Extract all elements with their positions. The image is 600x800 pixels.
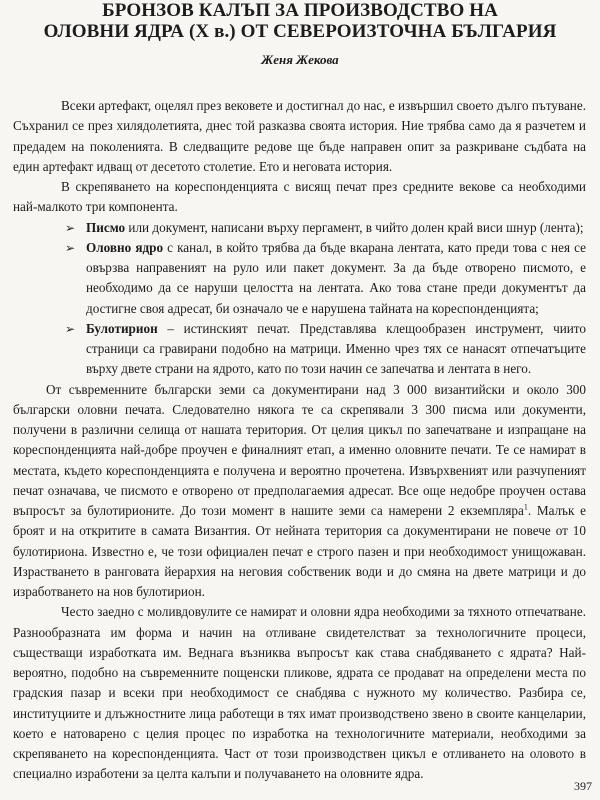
title-line-2: ОЛОВНИ ЯДРА (X в.) ОТ СЕВЕРОИЗТОЧНА БЪЛГАРИЯ bbox=[43, 21, 557, 42]
list-item-lead-core bbox=[65, 238, 586, 319]
paragraph-seals bbox=[13, 380, 586, 603]
article-title bbox=[40, 0, 560, 42]
paragraph-seals-text-a: От съвременните български земи са документирани над 3 000 византийски и около 300 български оловни печата. Следователно някога те са скрепявали 3 300 писма или документи, получени в различни селища от нашата територия. От целия цикъл по запечатване и изпращане на кореспонденцията най-добре проучен е финалният етап, а именно оловните печати. Те се намират в местата, където кореспонденцията е получена и вероятно прочетена. Извърхвеният или разчупеният печат означава, че писмото е отворено от предполагаемия адресат. Все още недобре проучен остава въпросът за булотирионите. До този момент в нашите земи са намерени 2 екземпляра bbox=[13, 381, 586, 518]
paragraph-components: В скрепяването на кореспонденцията с висящ печат през средните векове са необходими най-малкото три компонента. bbox=[13, 179, 586, 215]
list-item-text: или документ, написани върху пергамент, в чийто долен край виси шнур (лента); bbox=[125, 219, 584, 235]
author-name: Женя Жекова bbox=[261, 52, 339, 67]
article-body bbox=[13, 96, 586, 785]
paragraph-lead-cores: Често заедно с моливдовулите се намират и оловни ядра необходими за тяхното отпечатване. Разнообразната им форма и начин на отливане свидетелстват за технологичните процеси, съществащи изработката им. Веднага възниква въпросът как става снабдяването с ядрата? Най-вероятно, подобно на съвременните пощенски пликове, ядрата се продават на определени места по градския пазар и всеки при необходимост се снабдява с нужното му количество. Разбира се, институциите и длъжностните лица работещи в тях имат производствено звено в своите канцеларии, което е натоварено с целия процес по изработка на технологичните материали, необходими за скрепяването на кореспонденцията. Част от този производствен цикъл е отливането на оловото в специално изработени за целта калъпи и получаването на оловните ядра. bbox=[13, 604, 586, 782]
list-item-letter bbox=[65, 218, 586, 238]
arrow-bullet-icon: ➢ bbox=[65, 220, 76, 235]
page-number: 397 bbox=[574, 779, 592, 793]
footnote-ref[interactable]: 1 bbox=[523, 502, 528, 512]
title-line-1: БРОНЗОВ КАЛЪП ЗА ПРОИЗВОДСТВО НА bbox=[102, 0, 498, 21]
list-item-term: Оловно ядро bbox=[86, 239, 164, 255]
list-item-text: с канал, в който трябва да бъде вкарана лентата, като преди това с нея се овързва направеният на руло или пакет документ. За да бъде отворено писмото, е необходимо да се наруши целостта на лентата. Ако това стане преди документът да достигне своя адресат, би означало че е нарушена тайната на кореспонденцията; bbox=[86, 239, 586, 316]
list-item-term: Булотирион bbox=[86, 320, 158, 336]
paragraph-intro: Всеки артефакт, оцелял през вековете и достигнал до нас, е извършил своето дълго пътуване. Съхранил се през хилядолетията, днес той разказва своята история. Ние трябва само да я разчетем и предадем на поколенията. В следващите редове ще бъде направен опит за разкриване съдбата на един артефакт идващ от десетото столетие. Ето и неговата история. bbox=[13, 98, 586, 174]
arrow-bullet-icon: ➢ bbox=[65, 240, 76, 255]
components-list bbox=[13, 218, 586, 380]
list-item-boulloterion bbox=[65, 319, 586, 380]
paragraph-seals-text-b: . Малък е броят и на откритите в самата Византия. От нейната територия са документирани не повече от 10 булотириона. Известно е, че този официален печат е строго пазен и при необходимост унищожаван. Израстването в ранговата йерархия на неговия собственик води и до смяна на двете матрици и до изработването на нов булотирион. bbox=[13, 503, 586, 599]
list-item-text: – истинският печат. Представлява клещообразен инструмент, чиито страници са гравирани подобно на матрици. Именно чрез тях се нанасят отпечатъците върху двете страни на ядрото, като по този начин се запечатва и лентата в него. bbox=[86, 320, 586, 377]
list-item-term: Писмо bbox=[86, 219, 126, 235]
arrow-bullet-icon: ➢ bbox=[65, 321, 76, 336]
